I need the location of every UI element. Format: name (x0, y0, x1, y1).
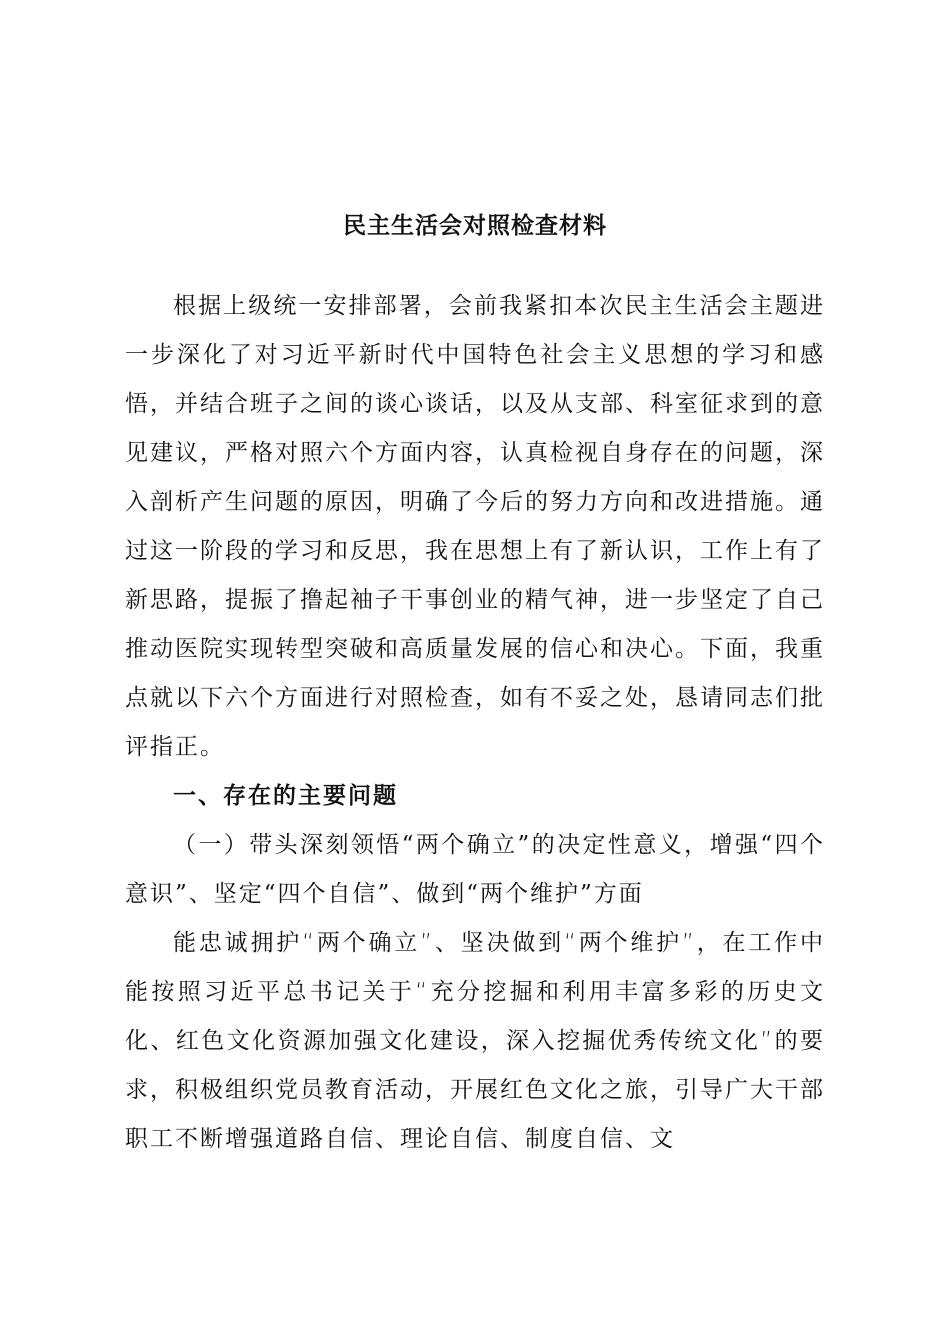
intro-paragraph: 根据上级统一安排部署，会前我紧扣本次民主生活会主题进一步深化了对习近平新时代中国特色社会主义思想的学习和感悟，并结合班子之间的谈心谈话，以及从支部、科室征求到的意见建议，严格对照六个方面内容，认真检视自身存在的问题，深入剖析产生问题的原因，明确了今后的努力方向和改进措施。通过这一阶段的学习和反思，我在思想上有了新认识，工作上有了新思路，提振了撸起袖子干事创业的精气神，进一步坚定了自己推动医院实现转型突破和高质量发展的信心和决心。下面，我重点就以下六个方面进行对照检查，如有不妥之处，恳请同志们批评指正。 (125, 293, 825, 760)
document-body (125, 282, 825, 1164)
document-title: 民主生活会对照检查材料 (343, 212, 607, 239)
section-heading: 一、存在的主要问题 (173, 783, 398, 809)
subsection-heading: （一）带头深刻领悟“两个确立”的决定性意义，增强“四个意识”、坚定“四个自信”、做到“两个维护”方面 (125, 832, 825, 907)
subsection-paragraph: 能忠诚拥护“两个确立”、坚决做到“两个维护”，在工作中能按照习近平总书记关于“充分挖掘和利用丰富多彩的历史文化、红色文化资源加强文化建设，深入挖掘优秀传统文化”的要求，积极组织党员教育活动，开展红色文化之旅，引导广大干部职工不断增强道路自信、理论自信、制度自信、文 (125, 930, 825, 1152)
